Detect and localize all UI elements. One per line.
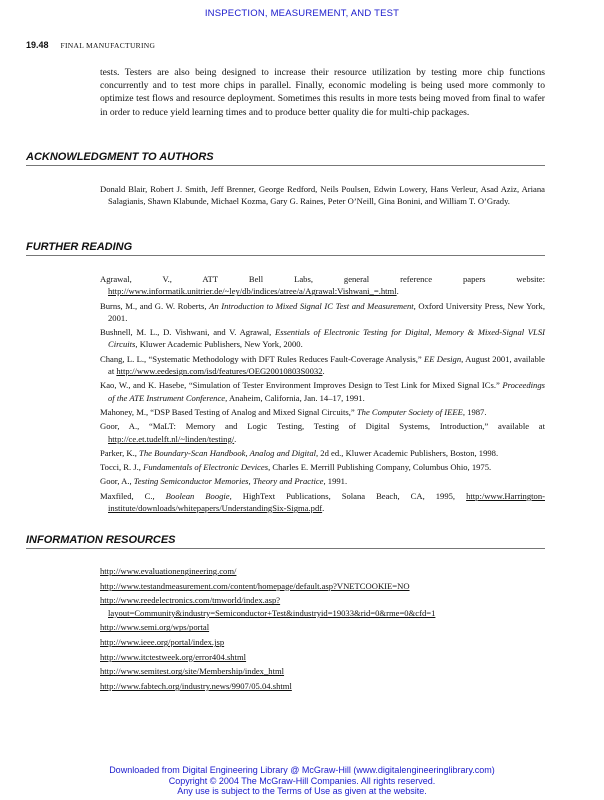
- resource-link[interactable]: http://www.itctestweek.org/error404.shtml: [100, 651, 247, 662]
- resource-link[interactable]: http://www.semitest.org/site/Membership/index_html: [100, 666, 285, 677]
- running-head-title: FINAL MANUFACTURING: [60, 41, 156, 50]
- reference-link[interactable]: http://ce.et.tudelft.nl/~linden/testing/: [108, 433, 235, 444]
- reference-item: Parker, K., The Boundary-Scan Handbook, Analog and Digital, 2d ed., Kluwer Academic Publishers, Boston, 1998.: [100, 447, 499, 458]
- list-item: [100, 594, 545, 619]
- further-reading-heading: FURTHER READING: [26, 241, 545, 256]
- list-item: [100, 565, 545, 577]
- reference-item: Mahoney, M., “DSP Based Testing of Analog and Mixed Signal Circuits,” The Computer Society of IEEE, 1987.: [100, 406, 487, 417]
- resource-link[interactable]: http://www.fabtech.org/industry.news/9907/05.04.shtml: [100, 681, 292, 692]
- reference-item: Kao, W., and K. Hasebe, “Simulation of Tester Environment Improves Design to Test Link for Mixed Signal ICs.” Proceedings of the ATE Instrument Conference, Anaheim, California, Jan. 14–17, 1991.: [100, 380, 545, 403]
- further-reading-list: [100, 273, 545, 516]
- information-resources-heading: INFORMATION RESOURCES: [26, 534, 545, 549]
- page-number: 19.48: [26, 40, 49, 50]
- copyright-footer: [0, 765, 604, 797]
- acknowledgment-text: Donald Blair, Robert J. Smith, Jeff Brenner, George Redford, Neils Poulsen, Edwin Lowery, Hans Verleur, Asad Aziz, Ariana Salagianis, Shawn Klabunde, Michael Kozma, Gary G. Raines, Peter O’Neill, Gina Bonini, and William T. O’Grady.: [100, 184, 545, 207]
- reference-title: Fundamentals of Electronic Devices: [143, 462, 269, 473]
- reference-item: Burns, M., and G. W. Roberts, An Introduction to Mixed Signal IC Test and Measurement, Oxford University Press, New York, 2001.: [100, 300, 545, 323]
- acknowledgment-heading: ACKNOWLEDGMENT TO AUTHORS: [26, 151, 545, 166]
- reference-item: Goor, A., Testing Semiconductor Memories, Theory and Practice, 1991.: [100, 476, 348, 487]
- reference-link[interactable]: http://www.informatik.unitrier.de/~ley/db/indices/atree/a/Agrawal:Vishwani_=.html: [108, 286, 397, 297]
- chapter-banner: INSPECTION, MEASUREMENT, AND TEST: [204, 8, 400, 19]
- information-resources-list: [100, 565, 545, 695]
- reference-title: Proceedings of the ATE Instrument Conference: [108, 380, 545, 403]
- reference-item: Maxfiled, C., Boolean Boogie, HighText Publications, Solana Beach, CA, 1995, http:/www.Harrington-institute/downloads/whitepapers/UnderstandingSix-Sigma.pdf.: [100, 490, 545, 514]
- intro-paragraph: tests. Testers are also being designed to increase their resource utilization by testing more chip functions concurrently and to test more chips in parallel. Finally, economic modeling is being used more commonly to optimize test flows and resource deployment. Sometimes this results in more tests being moved from final to wafer in order to reduce yield learning times and to produce better quality die for multi-chip packages.: [100, 67, 545, 118]
- resource-link[interactable]: http://www.semi.org/wps/portal: [100, 622, 210, 633]
- list-item: [100, 580, 545, 592]
- reference-item: Tocci, R. J., Fundamentals of Electronic Devices, Charles E. Merrill Publishing Company, Columbus Ohio, 1975.: [100, 462, 492, 473]
- footer-copyright-line: Copyright © 2004 The McGraw-Hill Companies. All rights reserved.: [168, 775, 436, 786]
- reference-title: Essentials of Electronic Testing for Digital, Memory & Mixed-Signal VLSI Circuits: [108, 327, 545, 350]
- reference-item: Goor, A., “MaLT: Memory and Logic Testing, Testing of Digital Systems, Introduction,” available at http://ce.et.tudelft.nl/~linden/testing/.: [100, 421, 545, 444]
- reference-link[interactable]: http://www.eedesign.com/isd/features/OEG20010803S0032: [116, 366, 323, 377]
- reference-title: Testing Semiconductor Memories, Theory and Practice: [133, 476, 324, 487]
- list-item: [100, 651, 545, 663]
- reference-title: An Introduction to Mixed Signal IC Test and Measurement: [209, 300, 414, 311]
- reference-title: The Boundary-Scan Handbook, Analog and Digital: [139, 447, 316, 458]
- list-item: [100, 621, 545, 633]
- reference-link[interactable]: http:/www.Harrington-institute/downloads/whitepapers/UnderstandingSix-Sigma.pdf: [108, 490, 545, 514]
- reference-title: The Computer Society of IEEE: [356, 406, 463, 417]
- reference-item: Agrawal, V., ATT Bell Labs, general reference papers website: http://www.informatik.unitrier.de/~ley/db/indices/atree/a/Agrawal:Vishwani_=.html.: [100, 274, 545, 297]
- list-item: [100, 680, 545, 692]
- reference-title: EE Design: [423, 353, 462, 364]
- resource-link[interactable]: http://www.evaluationengineering.com/: [100, 566, 237, 576]
- footer-terms-line[interactable]: Any use is subject to the Terms of Use as given at the website.: [177, 786, 427, 797]
- reference-item: Chang, L. L., “Systematic Methodology with DFT Rules Reduces Fault-Coverage Analysis,” EE Design, August 2001, available at http://www.eedesign.com/isd/features/OEG20010803S0032.: [100, 353, 545, 377]
- reference-item: Bushnell, M. L., D. Vishwani, and V. Agrawal, Essentials of Electronic Testing for Digital, Memory & Mixed-Signal VLSI Circuits, Kluwer Academic Publishers, New York, 2000.: [100, 327, 545, 350]
- running-head: [26, 40, 155, 50]
- list-item: [100, 665, 545, 677]
- footer-download-line[interactable]: Downloaded from Digital Engineering Library @ McGraw-Hill (www.digitalengineeringlibrary.com): [109, 765, 495, 775]
- reference-title: Boolean Boogie: [165, 490, 230, 501]
- list-item: [100, 636, 545, 648]
- resource-link[interactable]: http://www.reedelectronics.com/tmworld/index.asp?layout=Community&industry=Semiconductor+Test&industryid=19033&rid=0&rme=0&cfd=1: [100, 595, 436, 618]
- resource-link[interactable]: http://www.ieee.org/portal/index.jsp: [100, 637, 225, 648]
- resource-link[interactable]: http://www.testandmeasurement.com/content/homepage/default.asp?VNETCOOKIE=NO: [100, 580, 410, 591]
